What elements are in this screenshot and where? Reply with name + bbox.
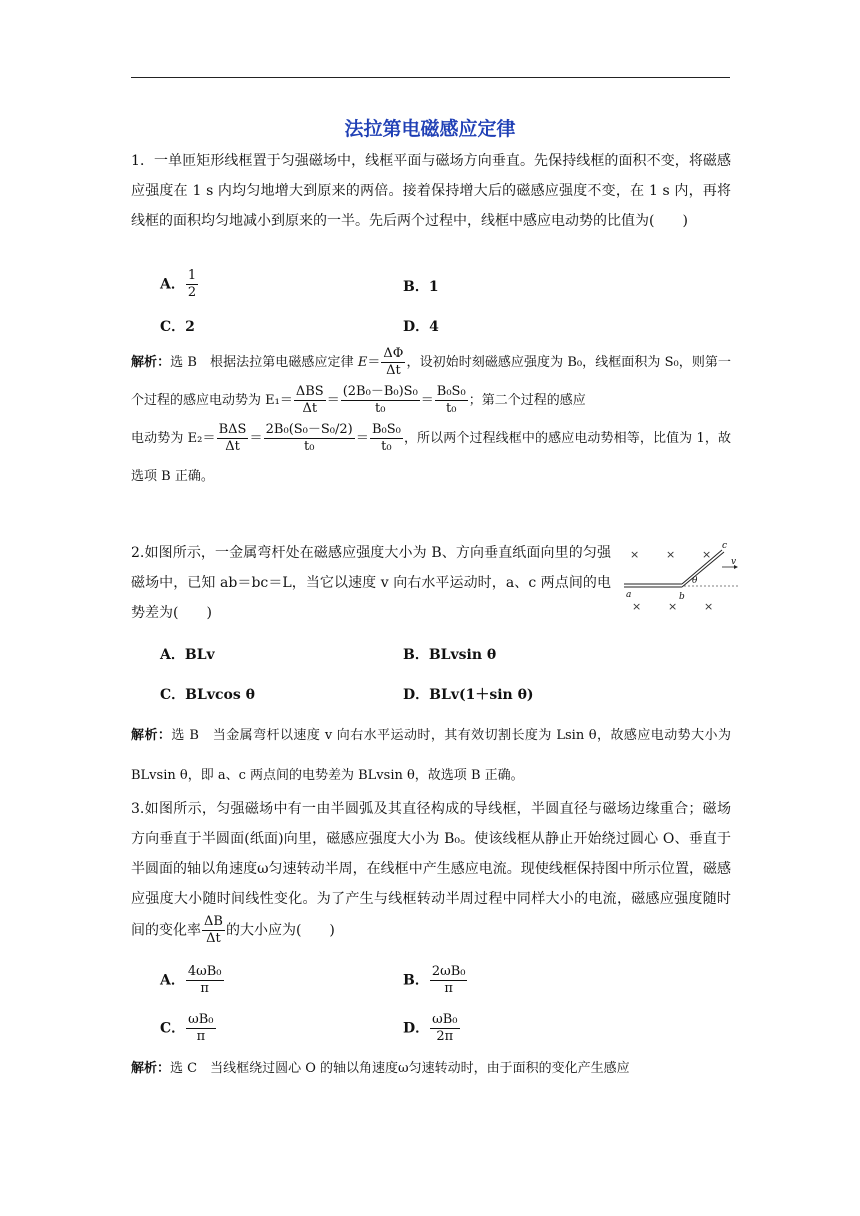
q3-option-d: D． $\frac{\text{ωB₀}}{2\pi}$ (403, 1012, 458, 1044)
field-cross: × (630, 548, 640, 561)
q3-option-c: C． $\frac{\text{ωB₀}}{\pi}$ (160, 1012, 214, 1044)
q2-option-a: A．BLv (160, 647, 215, 663)
q2-option-b: B．BLvsin θ (403, 647, 497, 663)
q2-solution: 解析：选 B 当金属弯杆以速度 v 向右水平运动时，其有效切割长度为 Lsin θ，故感应电动势大小为 BLvsin θ，即 a、c 两点间的电势差为 BLvsin θ，故选项 B 正确。 (131, 728, 731, 783)
field-cross: × (666, 548, 676, 561)
q3-stem: 3.如图所示，匀强磁场中有一由半圆弧及其直径构成的导线框，半圆直径与磁场边缘重合；磁场方向垂直于半圆面(纸面)向里，磁感应强度大小为 B₀。使该线框从静止开始绕过圆心 O、垂直于半圆面的轴以角速度ω匀速转动半周，在线框中产生感应电流。现使线框保持图中所示位置，磁感应强度大小随时间线性变化。为了产生与线框转动半周过程中同样大小的电流，磁感应强度随时间的变化率 $\frac{\Delta B}{\Delta t}$ 的大小应为( ) (131, 801, 731, 946)
q2-option-d: D．BLv(1＋sin θ) (403, 687, 534, 703)
q1-option-d: D．4 (403, 319, 439, 335)
label-b: b (679, 592, 685, 602)
q1-stem: 1．一单匝矩形线框置于匀强磁场中，线框平面与磁场方向垂直。先保持线框的面积不变，将磁感应强度在 1 s 内均匀地增大到原来的两倍。接着保持增大后的磁感应强度不变，在 1 s 内，再将线框的面积均匀地减小到原来的一半。先后两个过程中，线框中感应电动势的比值为( ) (131, 153, 731, 229)
q3-option-b: B． $\frac{\text{2ωB₀}}{\pi}$ (403, 964, 466, 996)
q1-option-b: B．1 (403, 279, 439, 295)
label-a: a (626, 590, 632, 600)
header-rule (131, 77, 730, 78)
q1-option-c: C．2 (160, 319, 195, 335)
label-c: c (722, 541, 728, 551)
field-cross: × (668, 600, 678, 612)
q1-option-a: A． $\frac{1}{2}$ (160, 268, 197, 300)
q3-option-a: A． $\frac{\text{4ωB₀}}{\pi}$ (160, 964, 222, 996)
q1-solution: 解析：选 B 根据法拉第电磁感应定律 E＝ $\frac{\Delta\Phi}{\Delta t}$ ，设初始时刻磁感应强度为 B₀，线框面积为 S₀，则第一个过程的感应电动势为 E₁＝ $\frac{\text{ΔBS}}{\Delta t}$ ＝ $\frac{\text{(2B₀－B₀)S₀}}{\text{t₀}}$ ＝ $\frac{\text{B₀S₀}}{\text{t₀}}$ ；第二个过程的感应 电动势为 E₂＝ $\frac{\text{BΔS}}{\Delta t}$ ＝ $\frac{\text{2B₀(S₀－S₀/2)}}{\text{t₀}}$ ＝ $\frac{\text{B₀S₀}}{\text{t₀}}$ ，所以两个过程线框中的感应电动势相等，比值为 1，故选项 B 正确。 (131, 346, 731, 484)
label-theta: θ (692, 576, 698, 586)
label-v: v (731, 557, 737, 567)
page-title: 法拉第电磁感应定律 (344, 118, 516, 140)
bent-rod-figure (622, 540, 740, 612)
field-cross: × (702, 548, 712, 561)
q3-solution: 解析：选 C 当线框绕过圆心 O 的轴以角速度ω匀速转动时，由于面积的变化产生感应 (131, 1061, 630, 1076)
q2-stem: 2.如图所示，一金属弯杆处在磁感应强度大小为 B、方向垂直纸面向里的匀强磁场中，已知 ab＝bc＝L，当它以速度 v 向右水平运动时，a、c 两点间的电势差为( ) (131, 545, 611, 621)
q2-option-c: C．BLvcos θ (160, 687, 255, 703)
field-cross: × (632, 600, 642, 612)
field-cross: × (704, 600, 714, 612)
